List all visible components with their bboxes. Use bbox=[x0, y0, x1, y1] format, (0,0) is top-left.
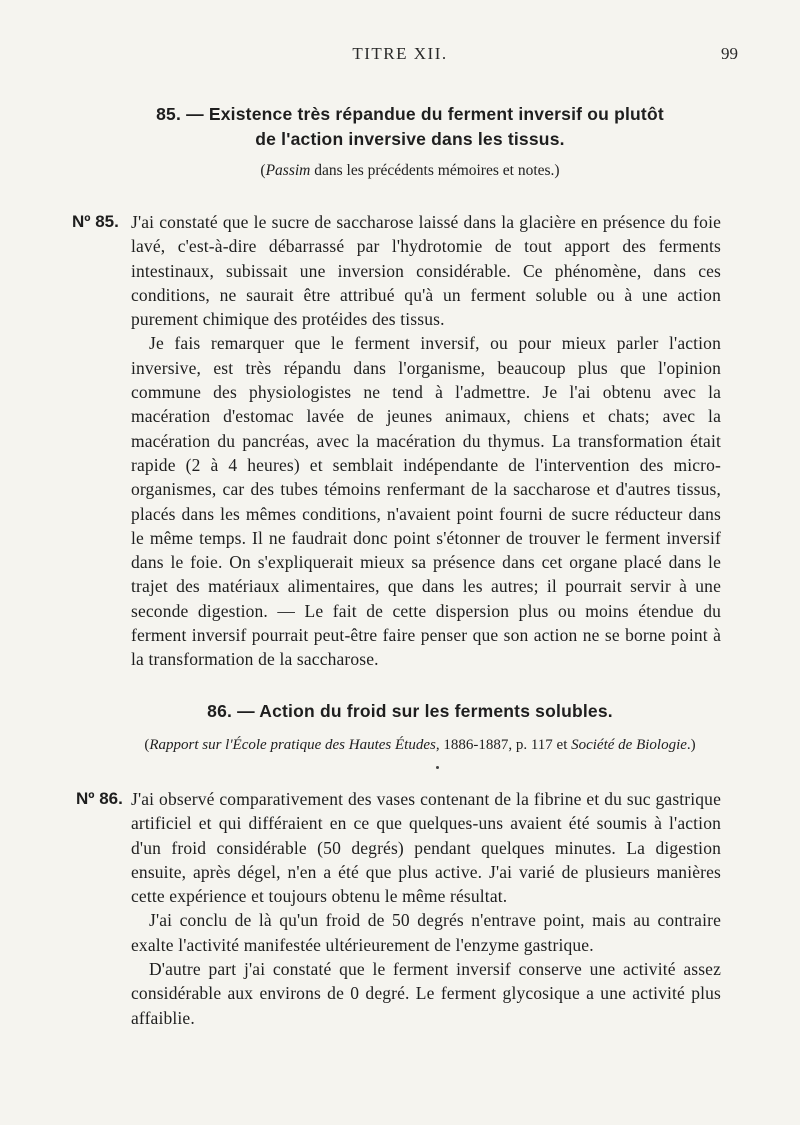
section-85-body bbox=[131, 210, 721, 672]
section-86-paragraph-3: D'autre part j'ai constaté que le ferment inversif conserve une activité assez considérable aux environs de 0 degré. Le ferment glycosique a une activité plus affaiblie. bbox=[131, 959, 721, 1028]
section-85-source: (Passim dans les précédents mémoires et notes.) bbox=[260, 162, 560, 179]
section-86-source-mid: , 1886-1887, p. 117 et bbox=[435, 737, 572, 753]
page-number: 99 bbox=[721, 44, 738, 63]
section-86-source-end: . bbox=[686, 737, 691, 753]
section-85-paragraph-1: J'ai constaté que le sucre de saccharose laissé dans la glacière en présence du foie lavé, c'est-à-dire débarrassé par l'hydrotomie de tout apport des ferments intestinaux, subissait une inversion considérable. Ce phénomène, dans ces conditions, ne saurait être attribué qu'à un ferment soluble ou à une action purement chimique des protéides des tissus. bbox=[131, 212, 721, 330]
section-85-source-italic: Passim bbox=[265, 162, 311, 179]
section-86-source-italic-2: Société de Biologie bbox=[571, 737, 687, 753]
section-86-body bbox=[131, 787, 721, 1030]
section-86-heading: 86. — Action du froid sur les ferments solubles. bbox=[207, 701, 613, 721]
section-86-paragraph-2: J'ai conclu de là qu'un froid de 50 degrés n'entrave point, mais au contraire exalte l'activité manifestée ultérieurement de l'enzyme gastrique. bbox=[131, 910, 721, 955]
section-85-heading bbox=[100, 102, 720, 152]
running-header-title: TITRE XII. bbox=[352, 44, 448, 63]
section-86-number: Nº 86. bbox=[76, 789, 123, 808]
section-86-source: (Rapport sur l'École pratique des Hautes Études, 1886-1887, p. 117 et Société de Biologie.) bbox=[144, 737, 696, 753]
section-85-heading-line2: de l'action inversive dans les tissus. bbox=[255, 129, 565, 149]
section-86-source-italic-1: Rapport sur l'École pratique des Hautes Études bbox=[149, 737, 436, 753]
section-85-number: Nº 85. bbox=[72, 212, 119, 231]
ink-speck bbox=[436, 766, 439, 769]
section-85-paragraph-2: Je fais remarquer que le ferment inversif, ou pour mieux parler l'action inversive, est très répandu dans l'organisme, beaucoup plus que l'opinion commune des physiologistes ne tend à l'admettre. Je l'ai obtenu avec la macération d'estomac lavée de jeunes animaux, chiens et chats; avec la macération du pancréas, avec la macération du thymus. La transformation était rapide (2 à 4 heures) et semblait indépendante de l'intervention des micro-organismes, car des tubes témoins renfermant de la saccharose et d'autres tissus, placés dans les mêmes conditions, n'avaient point fourni de sucre réducteur dans le même temps. Il ne faudrait donc point s'étonner de trouver le ferment inversif dans le foie. On s'expliquerait mieux sa présence dans cet organe placé dans le trajet des matériaux alimentaires, que dans les autres; il pourrait servir à une seconde digestion. — Le fait de cette dispersion plus ou moins étendue du ferment inversif pourrait peut-être faire penser que son action ne se borne point à la transformation de la saccharose. bbox=[131, 333, 721, 670]
section-85-source-text: dans les précédents mémoires et notes. bbox=[310, 162, 555, 179]
section-86-paragraph-1: J'ai observé comparativement des vases contenant de la fibrine et du suc gastrique artificiel et qui différaient en ce que quelques-uns avaient été soumis à l'action d'un froid considérable (50 degrés) pendant quelques minutes. La digestion ensuite, après dégel, n'en a été que plus active. J'ai varié de plusieurs manières cette expérience et toujours obtenu le même résultat. bbox=[131, 789, 721, 907]
section-85-heading-line1: 85. — Existence très répandue du ferment inversif ou plutôt bbox=[156, 104, 664, 124]
